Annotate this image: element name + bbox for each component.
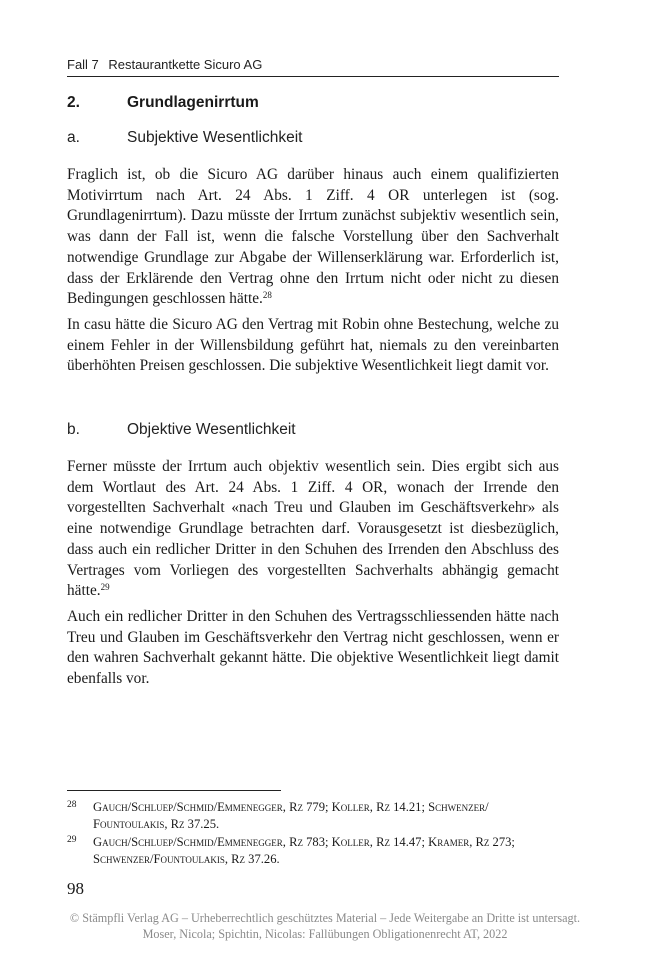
subsection-a-number: a. (67, 129, 80, 146)
footnote-29 (67, 834, 559, 868)
footnote-28 (67, 799, 559, 833)
paragraph (67, 457, 559, 602)
paragraph (67, 165, 559, 310)
chapter-label: Fall 7 (67, 57, 99, 72)
paragraph (67, 315, 559, 377)
paragraph-text: In casu hätte die Sicuro AG den Vertrag mit Robin ohne Bestechung, welche zu einem Fehler in der Willensbildung geführt hat, niemals zu den vereinbarten überhöhten Preisen geschlossen. Die subjektive Wesentlichkeit liegt damit vor. (67, 315, 559, 375)
paragraph-text: Ferner müsste der Irrtum auch objektiv wesentlich sein. Dies ergibt sich aus dem Wortlaut des Art. 24 Abs. 1 Ziff. 4 OR, wonach der Irrende den vorgestellten Sachverhalt «nach Treu und Glauben im Geschäftsverkehr» als eine notwendige Grundlage betrachten darf. Vorausgesetzt ist diesbezüglich, dass auch ein redlicher Dritter in den Schuhen des Irrenden den Abschluss des Vertrages vom Vorliegen des vorgestellten Sachverhalts abhängig gemacht hätte. (67, 458, 559, 600)
paragraph-text: Fraglich ist, ob die Sicuro AG darüber hinaus auch einem qualifizierten Motivirrtum nach Art. 24 Abs. 1 Ziff. 4 OR unterlegen ist (sog. Grundlagenirrtum). Dazu müsste der Irrtum zunächst subjektiv wesentlich sein, was dann der Fall ist, wenn die falsche Vorstellung über den Sachverhalt notwendige Grundlage zur Abgabe der Willenserklärung war. Erforderlich ist, dass der Erklärende den Vertrag ohne den Irrtum nicht oder nicht zu diesen Bedingungen geschlossen hätte. (67, 166, 559, 308)
footnote-line: Schwenzer/Fountoulakis, Rz 37.26. (93, 852, 280, 866)
subsection-a-heading (67, 128, 559, 148)
subsection-a-title: Subjektive Wesentlichkeit (127, 129, 303, 146)
subsection-b-number: b. (67, 421, 80, 438)
chapter-title: Restaurantkette Sicuro AG (108, 57, 263, 72)
running-header (67, 56, 559, 77)
footnote-divider (67, 790, 281, 791)
page-number: 98 (67, 879, 84, 898)
subsection-b-body (67, 457, 559, 690)
paragraph (67, 607, 559, 690)
subsection-b-heading (67, 420, 559, 440)
subsection-b-title: Objektive Wesentlichkeit (127, 421, 296, 438)
footnote-text (93, 834, 559, 868)
paragraph-text: Auch ein redlicher Dritter in den Schuhen des Vertragsschliessenden hätte nach Treu und Glauben im Geschäftsverkehr den Vertrag nicht geschlossen, wenn er den wahren Sachverhalt gekannt hätte. Die objektive Wesentlichkeit liegt damit ebenfalls vor. (67, 607, 559, 688)
section-title: Grundlagenirrtum (127, 94, 259, 111)
subsection-a-body (67, 165, 559, 377)
footnote-ref[interactable]: 29 (100, 582, 110, 593)
footnote-text (93, 799, 559, 833)
footnote-line: Fountoulakis, Rz 37.25. (93, 817, 220, 831)
section-heading (67, 93, 559, 113)
section-number: 2. (67, 94, 80, 111)
footnote-ref[interactable]: 28 (262, 290, 272, 301)
footnote-mark: 28 (67, 800, 77, 810)
copyright-notice (0, 910, 650, 942)
footnote-line: Gauch/Schluep/Schmid/Emmenegger, Rz 783; Koller, Rz 14.47; Kramer, Rz 273; (93, 835, 515, 849)
copyright-line: © Stämpfli Verlag AG – Urheberrechtlich geschütztes Material – Jede Weitergabe an Dritte ist untersagt. (69, 911, 581, 925)
footnote-mark: 29 (67, 835, 77, 845)
copyright-line: Moser, Nicola; Spichtin, Nicolas: Fallübungen Obligationenrecht AT, 2022 (142, 927, 508, 941)
footnote-line: Gauch/Schluep/Schmid/Emmenegger, Rz 779; Koller, Rz 14.21; Schwenzer/ (93, 800, 489, 814)
